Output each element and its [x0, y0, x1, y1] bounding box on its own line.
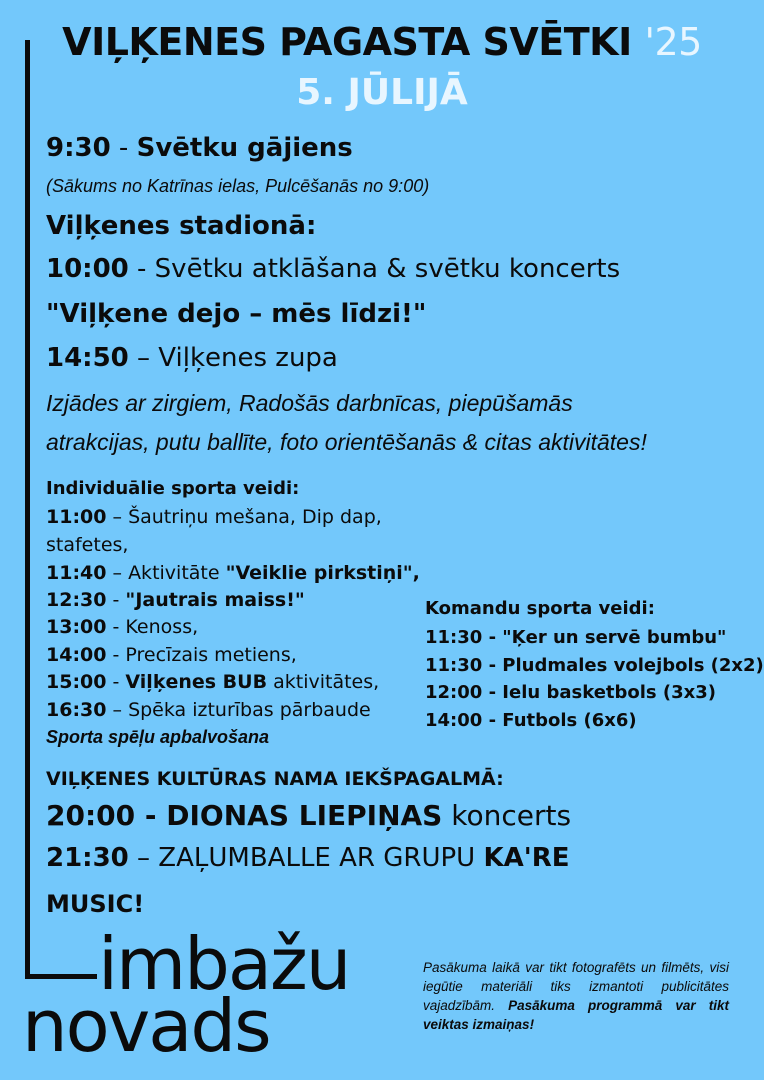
team-item: 12:00 - Ielu basketbols (3x3) — [425, 682, 717, 703]
opening-line: 10:00 - Svētku atklāšana & svētku koncerts — [46, 254, 621, 284]
individual-item: 16:30 – Spēka izturības pārbaude — [46, 699, 371, 721]
poster-title: VIĻĶENES PAGASTA SVĒTKI '25 — [62, 20, 702, 64]
activities-line-1: Izjādes ar zirgiem, Radošās darbnīcas, piepūšamās — [46, 390, 573, 416]
logo-vertical-bar — [25, 40, 30, 978]
individual-item: 11:00 – Šautriņu mešana, Dip dap, — [46, 506, 382, 528]
soup-line: 14:50 – Viļķenes zupa — [46, 343, 338, 373]
sports-awards: Sporta spēļu apbalvošana — [46, 727, 270, 747]
individual-item: 12:30 - "Jautrais maiss!" — [46, 589, 305, 611]
individual-item: stafetes, — [46, 534, 129, 556]
poster-year: '25 — [644, 20, 702, 64]
individual-item: 13:00 - Kenoss, — [46, 616, 199, 638]
team-sports-heading: Komandu sporta veidi: — [425, 598, 655, 619]
stadium-heading: Viļķenes stadionā: — [46, 211, 317, 241]
procession-line: 9:30 - Svētku gājiens — [46, 133, 353, 163]
individual-item: 15:00 - Viļķenes BUB aktivitātes, — [46, 671, 380, 693]
poster-date: 5. JŪLIJĀ — [296, 72, 468, 113]
concert-line: 20:00 - DIONAS LIEPIŅAS koncerts — [46, 799, 572, 832]
logo-horizontal-bar — [25, 974, 97, 979]
logo-text-line2: novads — [22, 984, 270, 1068]
individual-sports-heading: Individuālie sporta veidi: — [46, 478, 300, 499]
team-item: 11:30 - Pludmales volejbols (2x2) — [425, 655, 764, 676]
procession-note: (Sākums no Katrīnas ielas, Pulcēšanās no 9:00) — [46, 176, 430, 196]
dance-line: "Viļķene dejo – mēs līdzi!" — [46, 299, 427, 329]
logo-text-line1: imbažu — [98, 922, 350, 1006]
individual-item: 14:00 - Precīzais metiens, — [46, 644, 297, 666]
team-item: 14:00 - Futbols (6x6) — [425, 710, 637, 731]
activities-line-2: atrakcijas, putu ballīte, foto orientēšanās & citas aktivitātes! — [46, 429, 647, 455]
team-item: 11:30 - "Ķer un servē bumbu" — [425, 627, 727, 648]
ball-line-2: MUSIC! — [46, 890, 145, 918]
individual-item: 11:40 – Aktivitāte "Veiklie pirkstiņi", — [46, 562, 420, 584]
evening-heading: VIĻĶENES KULTŪRAS NAMA IEKŠPAGALMĀ: — [46, 768, 504, 790]
photo-notice: Pasākuma laikā var tikt fotografēts un filmēts, visi iegūtie materiāli tiks izmantoti publicitātes vajadzībām. Pasākuma programmā var tikt veiktas izmaiņas! — [423, 960, 729, 1032]
ball-line: 21:30 – ZAĻUMBALLE AR GRUPU KA'RE — [46, 843, 570, 873]
